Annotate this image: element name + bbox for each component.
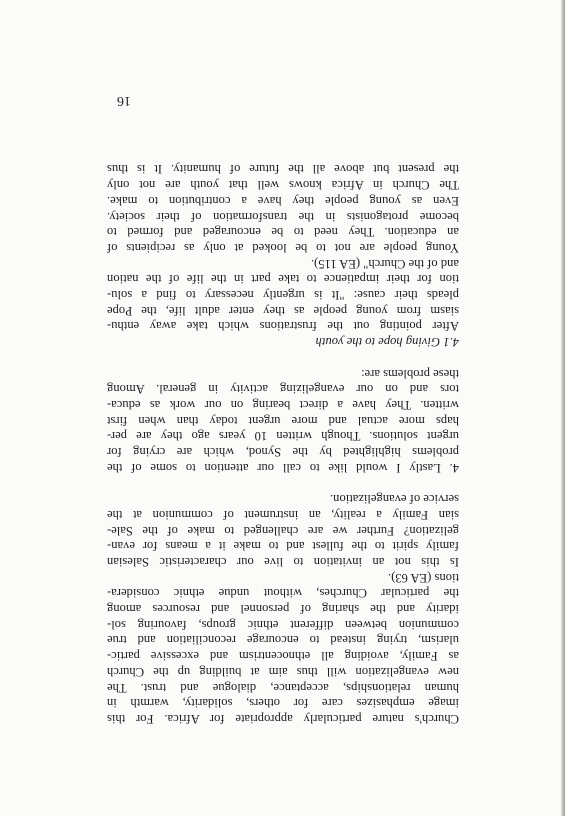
text-line: image emphasizes care for others, solidarity, warmth in bbox=[107, 696, 459, 711]
text-line: gelization? Further we are challenged to make of the Sale- bbox=[107, 523, 459, 538]
text-line: urgent solutions. Though written 10 years ago they are per- bbox=[107, 429, 459, 444]
text-line: tions (EA 63). bbox=[387, 570, 459, 585]
text-line: Even as young people they have a contribution to make. bbox=[107, 193, 459, 208]
text-line: tors and on our evangelizing activity in general. Among bbox=[107, 382, 459, 397]
text-line: human relationships, acceptance, dialogue and trust. The bbox=[107, 680, 459, 695]
paragraph-gap bbox=[107, 349, 459, 365]
text-line: service of evangelization. bbox=[329, 492, 459, 507]
text-line: the particular Churches, without undue ethnic considera- bbox=[107, 586, 459, 601]
text-line: haps more actual and more urgent today than when first bbox=[107, 413, 459, 428]
text-line: and of the Church" (EA 115). bbox=[310, 256, 459, 271]
text-line: an education. They need to be encouraged and formed to bbox=[107, 225, 459, 240]
text-line: communion between different ethnic groups, favouring sol- bbox=[107, 617, 459, 632]
text-line: tion for their impatience to take part in the life of the nation bbox=[107, 272, 459, 287]
text-line: the present but above all the future of humanity. It is thus bbox=[107, 162, 459, 177]
text-line: written. They have a direct bearing on our work as educa- bbox=[107, 397, 459, 412]
body-text bbox=[107, 161, 459, 726]
text-line: these problems are: bbox=[361, 366, 459, 381]
text-line: new evangelization will thus aim at building up the Church bbox=[107, 664, 459, 679]
text-line: siasm from young people as they enter adult life, the Pope bbox=[107, 303, 459, 318]
text-line: 4. Lastly I would like to call our attention to some of the bbox=[107, 460, 459, 475]
text-line: problems highlighted by the Synod, which are crying for bbox=[107, 445, 459, 460]
text-line: Is this not an invitation to live our characteristic Salesian bbox=[107, 554, 459, 569]
text-line: Young people are not to be looked at only as recipients of bbox=[107, 240, 459, 255]
text-line: family spirit to the fullest and to make it a means for evan- bbox=[107, 539, 459, 554]
text-line: After pointing out the frustrations which take away enthu- bbox=[107, 319, 459, 334]
text-line: pleads their cause: "It is urgently necessary to find a solu- bbox=[107, 288, 459, 303]
text-line: become protagonists in the transformation of their society. bbox=[107, 209, 459, 224]
text-line: sian Family a reality, an instrument of communion at the bbox=[107, 507, 459, 522]
section-heading: 4.1 Giving hope to the youth bbox=[315, 335, 459, 350]
text-line: Church's nature particularly appropriate for Africa. For this bbox=[107, 712, 459, 726]
page-number: 16 bbox=[117, 93, 131, 108]
text-line: The Church in Africa knows well that youth are not only bbox=[107, 178, 459, 193]
paragraph-gap bbox=[107, 475, 459, 491]
text-line: ularism, trying instead to encourage reconciliation and true bbox=[107, 633, 459, 648]
text-line: as Family, avoiding all ethnocentrism and excessive partic- bbox=[107, 649, 459, 664]
text-line: idarity and the sharing of personnel and resources among bbox=[107, 602, 459, 617]
